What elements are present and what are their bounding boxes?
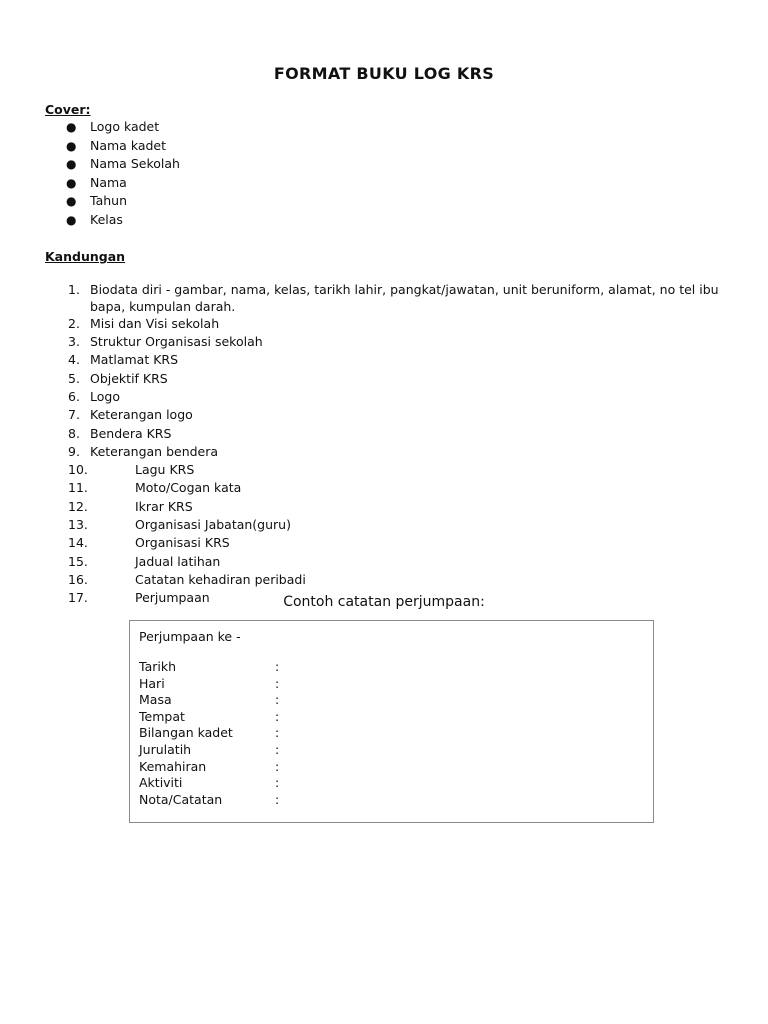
field-label: Tarikh	[139, 659, 176, 674]
field-label: Jurulatih	[139, 741, 192, 757]
list-item: ● Nama	[0, 174, 180, 193]
list-item: 9. Keterangan bendera	[68, 443, 219, 459]
list-item: 11. Moto/Cogan kata	[68, 480, 242, 496]
field-separator: :	[275, 741, 280, 757]
meeting-log-box	[129, 620, 654, 823]
log-field-list	[139, 659, 539, 808]
list-item: 2. Misi dan Visi sekolah	[68, 315, 220, 331]
cover-heading: Cover:	[45, 102, 91, 117]
field-label: Nota/Catatan	[139, 791, 223, 807]
list-item: ● Kelas	[0, 211, 180, 230]
contents-heading: Kandungan	[45, 249, 126, 264]
bullet-icon: ●	[66, 194, 77, 209]
list-item: 12. Ikrar KRS	[68, 498, 193, 514]
field-label: Masa	[139, 692, 172, 708]
list-item: 10. Lagu KRS	[68, 462, 195, 478]
field-separator: :	[275, 725, 280, 741]
list-item: ● Logo kadet	[0, 118, 180, 137]
log-field-row	[139, 709, 539, 726]
field-label: Hari	[139, 675, 165, 691]
bullet-icon: ●	[66, 120, 77, 134]
log-field-row	[139, 676, 539, 693]
list-item: 4. Matlamat KRS	[68, 352, 179, 368]
list-item: ● Nama Sekolah	[0, 155, 180, 174]
log-field-row	[139, 792, 539, 809]
bullet-icon: ●	[66, 212, 77, 227]
document-title: FORMAT BUKU LOG KRS	[273, 64, 495, 83]
list-item: 8. Bendera KRS	[68, 425, 172, 441]
cover-list	[0, 118, 180, 230]
list-item: 1. Biodata diri - gambar, nama, kelas, tarikh lahir, pangkat/jawatan, unit beruniform, alamat, no tel ibu bapa, kumpulan darah.	[68, 282, 719, 314]
list-item: 14. Organisasi KRS	[68, 535, 230, 551]
list-item: 17. Perjumpaan	[68, 590, 210, 606]
list-item: 13. Organisasi Jabatan(guru)	[68, 516, 291, 532]
contents-list	[0, 282, 768, 608]
bullet-icon: ●	[66, 175, 77, 190]
list-item: ● Tahun	[0, 192, 180, 211]
log-field-row	[139, 742, 539, 759]
list-item: 15. Jadual latihan	[68, 553, 221, 569]
bullet-icon: ●	[66, 157, 77, 172]
example-caption: Contoh catatan perjumpaan:	[283, 594, 485, 610]
list-item: 7. Keterangan logo	[68, 407, 193, 423]
list-item: 16. Catatan kehadiran peribadi	[68, 571, 306, 587]
log-field-row	[139, 775, 539, 792]
field-label: Kemahiran	[139, 758, 207, 774]
log-field-row	[139, 725, 539, 742]
field-separator: :	[275, 692, 280, 708]
field-separator: :	[275, 758, 280, 774]
field-separator: :	[275, 659, 280, 674]
list-item: 5. Objektif KRS	[68, 370, 168, 386]
field-separator: :	[275, 775, 280, 791]
bullet-icon: ●	[66, 138, 77, 153]
log-field-row	[139, 692, 539, 709]
field-separator: :	[275, 791, 280, 807]
field-label: Tempat	[139, 708, 185, 724]
field-label: Aktiviti	[139, 775, 183, 791]
list-item: 6. Logo	[68, 389, 120, 405]
log-box-title: Perjumpaan ke -	[139, 629, 241, 644]
field-separator: :	[275, 675, 280, 691]
log-field-row	[139, 759, 539, 776]
log-field-row	[139, 659, 539, 676]
list-item: 3. Struktur Organisasi sekolah	[68, 334, 263, 350]
list-item: ● Nama kadet	[0, 137, 180, 156]
field-label: Bilangan kadet	[139, 725, 233, 741]
field-separator: :	[275, 708, 280, 724]
